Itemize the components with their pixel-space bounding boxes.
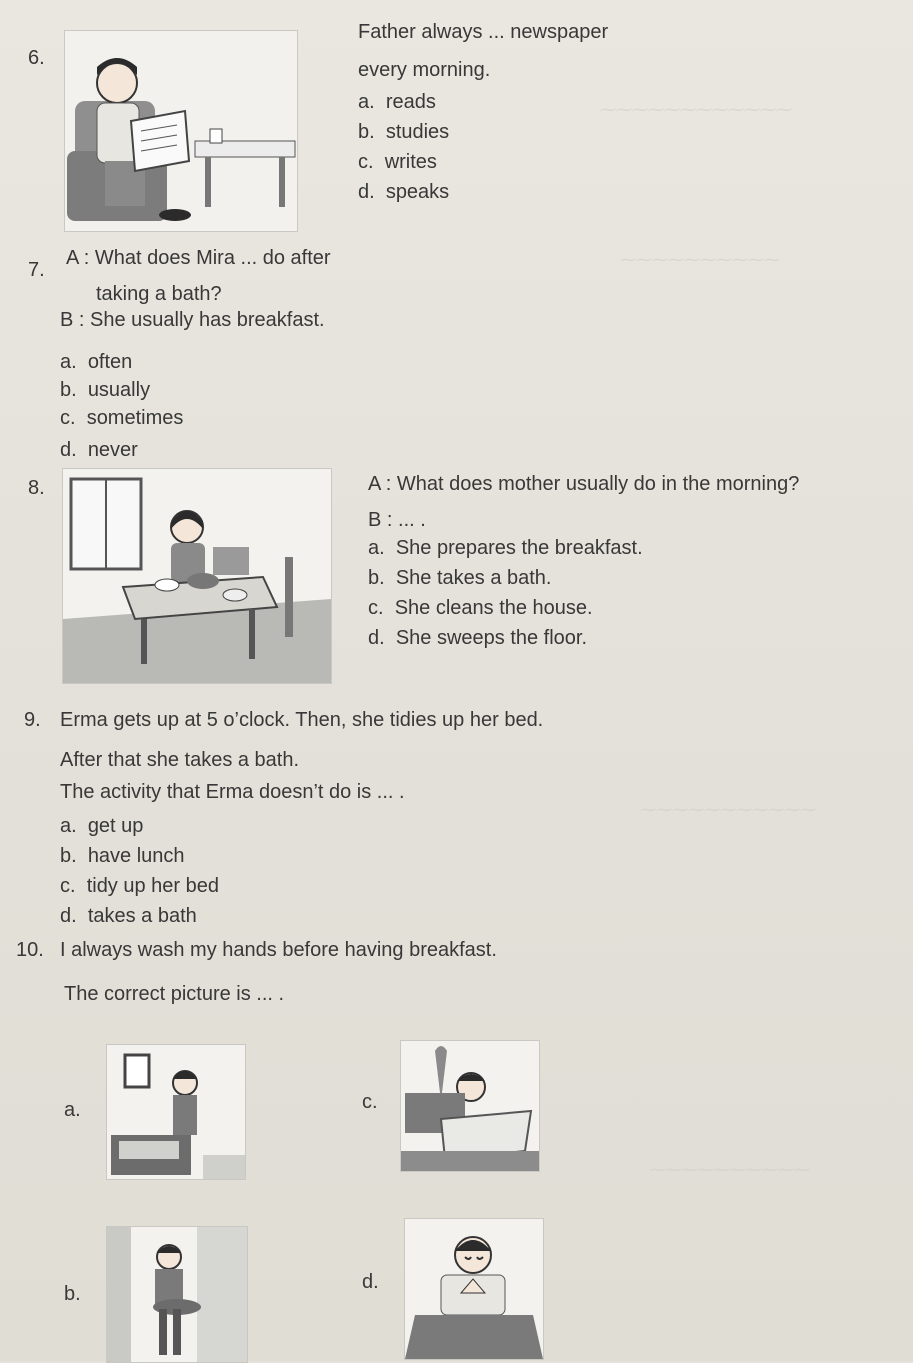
picture-b-label: b. [64,1283,81,1305]
option-text: tidy up her bed [86,875,220,897]
question-6-stem-line-2: every morning. [358,59,491,81]
question-7-line-a: A : What does Mira ... do after [66,247,331,269]
question-6-number: 6. [28,47,45,69]
picture-a-label: a. [64,1099,81,1121]
bleed-through-text: ⁓⁓⁓⁓⁓⁓⁓⁓⁓⁓⁓ [640,802,816,819]
question-10-line-1: I always wash my hands before having breakfast. [60,939,497,961]
option-text: sometimes [86,407,184,429]
option-letter: a. [358,91,375,113]
question-9-line-2: After that she takes a bath. [60,749,300,771]
question-10-line-2: The correct picture is ... . [64,983,285,1005]
question-9-number: 9. [24,709,41,731]
picture-a-drawing [107,1045,245,1179]
picture-d-drawing [405,1219,543,1359]
question-8-option-b [368,566,551,590]
bleed-through-text: ⁓⁓⁓⁓⁓⁓⁓⁓⁓⁓ [620,252,780,269]
option-text: She prepares the breakfast. [395,537,643,559]
picture-d-boy-praying [404,1218,544,1360]
question-8-option-a [368,536,643,560]
question-6-option-a [358,90,436,114]
option-letter: c. [60,407,76,429]
picture-c-boy-washing-face [400,1040,540,1172]
question-6-option-b [358,120,449,144]
option-letter: c. [368,597,384,619]
option-letter: b. [60,379,77,401]
question-8-option-d [368,626,587,650]
picture-a-boy-at-sink [106,1044,246,1180]
option-text: reads [385,91,436,113]
question-10-number: 10. [16,939,44,961]
question-8-line-b: B : ... . [368,509,426,531]
option-text: She takes a bath. [395,567,552,589]
option-text: usually [87,379,151,401]
question-9-option-b [60,844,185,868]
question-6-option-d [358,180,449,204]
option-text: She cleans the house. [394,597,593,619]
question-8-option-c [368,596,593,620]
question-9-line-3: The activity that Erma doesn’t do is ... . [60,781,405,803]
option-text: speaks [385,181,450,203]
option-text: have lunch [87,845,185,867]
option-text: never [87,439,138,461]
question-8-line-a: A : What does mother usually do in the morning? [368,473,800,495]
option-letter: b. [368,567,385,589]
option-text: studies [385,121,450,143]
question-9-option-d [60,904,197,928]
question-9-option-a [60,814,143,838]
question-7-option-c [60,406,183,430]
question-9-option-c [60,874,219,898]
father-reading-newspaper-drawing [65,31,297,231]
option-text: writes [384,151,437,173]
bleed-through-text: ⁓⁓⁓⁓⁓⁓⁓⁓⁓⁓⁓⁓ [600,102,792,119]
option-text: get up [87,815,144,837]
option-letter: c. [60,875,76,897]
option-letter: a. [60,351,77,373]
option-letter: d. [60,905,77,927]
question-8-number: 8. [28,477,45,499]
option-letter: c. [358,151,374,173]
question-9-line-1: Erma gets up at 5 o’clock. Then, she tidies up her bed. [60,709,544,731]
option-letter: a. [368,537,385,559]
option-letter: b. [60,845,77,867]
option-letter: d. [368,627,385,649]
question-6-option-c [358,150,437,174]
question-7-number: 7. [28,259,45,281]
option-letter: b. [358,121,375,143]
option-text: takes a bath [87,905,197,927]
option-text: She sweeps the floor. [395,627,588,649]
option-letter: d. [60,439,77,461]
question-7-option-d [60,438,138,462]
question-6-stem-line-1: Father always ... newspaper [358,21,609,43]
picture-b-boy-with-washbasin [106,1226,248,1363]
picture-b-drawing [107,1227,247,1362]
picture-c-label: c. [362,1091,378,1113]
picture-c-drawing [401,1041,539,1171]
option-text: often [87,351,133,373]
question-7-line-a2: taking a bath? [96,283,222,305]
option-letter: d. [358,181,375,203]
mother-preparing-breakfast-illustration [62,468,332,684]
option-letter: a. [60,815,77,837]
question-7-line-b: B : She usually has breakfast. [60,309,325,331]
picture-d-label: d. [362,1271,379,1293]
mother-preparing-breakfast-drawing [63,469,331,683]
bleed-through-text: ⁓⁓⁓⁓⁓⁓⁓⁓⁓⁓ [650,1162,810,1179]
father-reading-newspaper-illustration [64,30,298,232]
question-7-option-a [60,350,132,374]
question-7-option-b [60,378,150,402]
